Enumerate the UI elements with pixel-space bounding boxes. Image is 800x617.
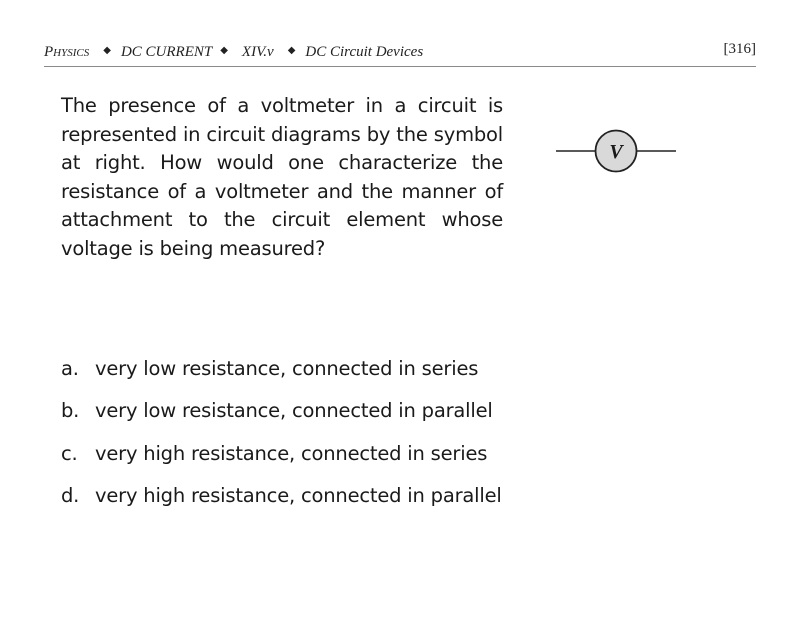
page-header — [44, 40, 756, 64]
diamond-separator-icon: ◆ — [103, 45, 111, 56]
breadcrumb-chapter: DC CURRENT — [120, 44, 213, 60]
breadcrumb — [44, 44, 423, 61]
question-text: The presence of a voltmeter in a circuit is represented in circuit diagrams by the symbol at right. How would one characterize the resistance of a voltmeter and the manner of attachment to the circuit element whose voltage is being measured? — [61, 94, 503, 260]
breadcrumb-section: XIV.v — [241, 44, 274, 60]
choice-a[interactable] — [61, 355, 502, 397]
breadcrumb-topic: DC Circuit Devices — [305, 44, 424, 60]
choice-text: very high resistance, connected in parallel — [95, 483, 502, 507]
header-divider — [44, 66, 756, 67]
choice-letter: d. — [61, 483, 80, 507]
voltmeter-symbol-icon — [555, 128, 677, 174]
choice-letter: b. — [61, 399, 80, 423]
breadcrumb-subject: Physics — [44, 44, 90, 60]
choice-text: very high resistance, connected in series — [95, 441, 488, 465]
voltmeter-label: V — [609, 141, 623, 163]
choice-b[interactable] — [61, 397, 502, 439]
page-number: [316] — [723, 41, 756, 57]
choice-text: very low resistance, connected in series — [95, 357, 479, 380]
choice-d[interactable] — [61, 482, 502, 524]
answer-choices — [61, 355, 502, 524]
choice-c[interactable] — [61, 440, 502, 482]
diamond-separator-icon: ◆ — [287, 45, 296, 56]
diamond-separator-icon: ◆ — [220, 45, 228, 56]
choice-letter: c. — [61, 441, 78, 465]
choice-letter: a. — [61, 357, 79, 380]
choice-text: very low resistance, connected in parallel — [95, 399, 493, 423]
